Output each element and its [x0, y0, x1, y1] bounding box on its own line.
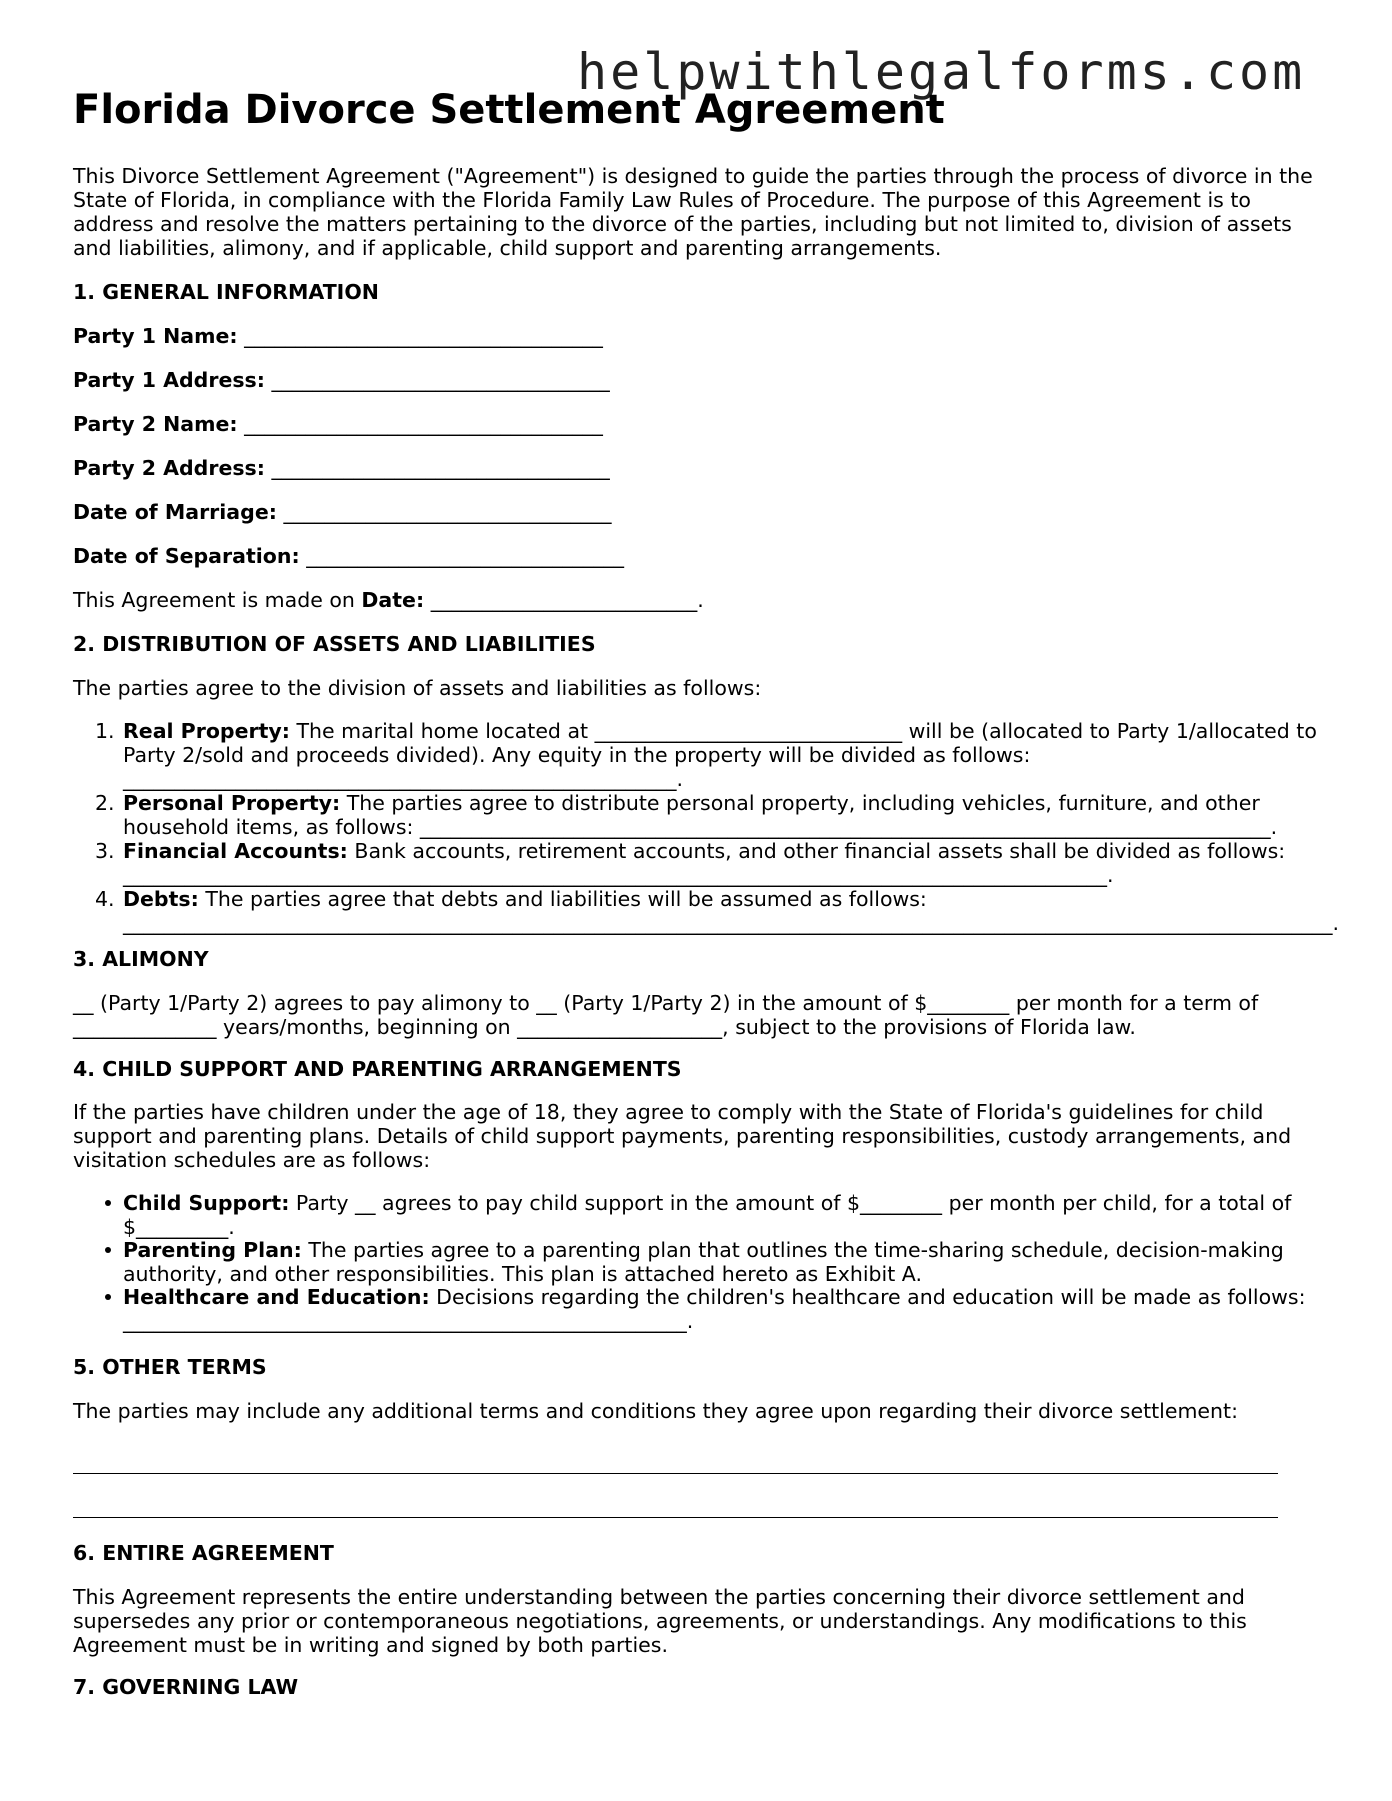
- field-label: Date of Separation:: [73, 544, 300, 568]
- field-label: Party 2 Address:: [73, 456, 265, 480]
- list-item-text[interactable]: The parties agree to distribute personal property, including vehicles, furniture, and other household items, as follows: ___________________________________________________________________________________.: [123, 791, 1278, 839]
- list-item-text[interactable]: The marital home located at ______________________________ will be (allocated to Party 1/allocated to Party 2/sold and proceeds divided). Any equity in the property will be divided as follows: ______________________________________________________.: [123, 719, 1317, 791]
- agreement-date-prefix: This Agreement is made on: [73, 588, 362, 612]
- field-blank[interactable]: _______________________________: [306, 544, 624, 568]
- other-terms-line-2[interactable]: [73, 1517, 1278, 1518]
- list-item-number: 4.: [95, 887, 115, 911]
- field-blank[interactable]: ________________________________: [283, 500, 612, 524]
- alimony-paragraph[interactable]: __ (Party 1/Party 2) agrees to pay alimony to __ (Party 1/Party 2) in the amount of $________ per month for a term of ______________ years/months, beginning on ____________________, subject to the provisions of Florida law.: [73, 991, 1259, 1039]
- section-4-heading: 4. CHILD SUPPORT AND PARENTING ARRANGEMENTS: [73, 1057, 682, 1081]
- field-date-of-marriage[interactable]: [73, 500, 611, 524]
- list-item: [73, 1285, 1343, 1333]
- section-6-heading: 6. ENTIRE AGREEMENT: [73, 1541, 334, 1565]
- list-item-label: Parenting Plan:: [123, 1238, 302, 1262]
- bullet-icon: [105, 1200, 111, 1206]
- watermark: helpwithlegalforms.com: [577, 43, 1306, 101]
- intro-paragraph: This Divorce Settlement Agreement ("Agreement") is designed to guide the parties through the process of divorce in the State of Florida, in compliance with the Florida Family Law Rules of Procedure. The purpose of this Agreement is to address and resolve the matters pertaining to the divorce of the parties, including but not limited to, division of assets and liabilities, alimony, and if applicable, child support and parenting arrangements.: [73, 164, 1313, 260]
- section-1-heading: 1. GENERAL INFORMATION: [73, 280, 379, 304]
- list-item-number: 2.: [95, 791, 115, 815]
- entire-agreement-paragraph: This Agreement represents the entire understanding between the parties concerning their divorce settlement and supersedes any prior or contemporaneous negotiations, agreements, or understandings. Any modifications to this Agreement must be in writing and signed by both parties.: [73, 1585, 1247, 1657]
- section-5-heading: 5. OTHER TERMS: [73, 1355, 267, 1379]
- field-label: Date of Marriage:: [73, 500, 277, 524]
- field-blank[interactable]: ___________________________________: [244, 412, 603, 436]
- field-party-1-address[interactable]: [73, 368, 610, 392]
- list-item-label: Healthcare and Education:: [123, 1285, 430, 1309]
- list-item-label: Child Support:: [123, 1191, 290, 1215]
- assets-list: [73, 719, 1343, 935]
- field-party-1-name[interactable]: [73, 324, 603, 348]
- parenting-list: [73, 1191, 1343, 1333]
- section-2-heading: 2. DISTRIBUTION OF ASSETS AND LIABILITIES: [73, 632, 596, 656]
- section-4-lead: If the parties have children under the age of 18, they agree to comply with the State of Florida's guidelines for child support and parenting plans. Details of child support payments, parenting responsibilities, custody arrangements, and visitation schedules are as follows:: [73, 1100, 1292, 1172]
- list-item-label: Real Property:: [123, 719, 290, 743]
- list-item-label: Debts:: [123, 887, 199, 911]
- list-item-label: Personal Property:: [123, 791, 341, 815]
- field-label: Party 2 Name:: [73, 412, 238, 436]
- field-date-of-separation[interactable]: [73, 544, 624, 568]
- list-item: [73, 1238, 1343, 1285]
- list-item-number: 3.: [95, 839, 115, 863]
- section-7-heading: 7. GOVERNING LAW: [73, 1675, 299, 1699]
- list-item-text[interactable]: Party __ agrees to pay child support in the amount of $________ per month per child, for a total of $_________.: [123, 1191, 1292, 1239]
- section-3-heading: 3. ALIMONY: [73, 947, 209, 971]
- list-item-text[interactable]: The parties agree that debts and liabilities will be assumed as follows: ______________________________________________________________________________________________________________________.: [123, 887, 1340, 935]
- list-item: [73, 887, 1343, 935]
- list-item: [73, 1191, 1343, 1238]
- field-label: Party 1 Address:: [73, 368, 265, 392]
- field-blank[interactable]: _________________________________: [271, 368, 610, 392]
- list-item-text: The parties agree to a parenting plan that outlines the time-sharing schedule, decision-making authority, and other responsibilities. This plan is attached hereto as Exhibit A.: [123, 1238, 1284, 1286]
- list-item-label: Financial Accounts:: [123, 839, 348, 863]
- list-item-number: 1.: [95, 719, 115, 743]
- other-terms-line-1[interactable]: [73, 1473, 1278, 1474]
- list-item: [73, 719, 1343, 791]
- document-title: Florida Divorce Settlement Agreement: [73, 87, 945, 133]
- section-2-lead: The parties agree to the division of assets and liabilities as follows:: [73, 676, 762, 700]
- list-item-text[interactable]: Decisions regarding the children's healthcare and education will be made as follows: _______________________________________________________.: [123, 1285, 1306, 1333]
- list-item: [73, 839, 1343, 887]
- field-party-2-name[interactable]: [73, 412, 603, 436]
- bullet-icon: [105, 1247, 111, 1253]
- section-5-lead: The parties may include any additional terms and conditions they agree upon regarding their divorce settlement:: [73, 1399, 1238, 1423]
- field-label: Party 1 Name:: [73, 324, 238, 348]
- list-item-text[interactable]: Bank accounts, retirement accounts, and other financial assets shall be divided as follows: ________________________________________________________________________________________________.: [123, 839, 1286, 887]
- bullet-icon: [105, 1294, 111, 1300]
- field-party-2-address[interactable]: [73, 456, 610, 480]
- field-blank[interactable]: ___________________________________: [244, 324, 603, 348]
- agreement-date-line[interactable]: [73, 588, 704, 612]
- field-blank[interactable]: _________________________________: [271, 456, 610, 480]
- list-item: [73, 791, 1343, 839]
- agreement-date-label: Date:: [361, 588, 425, 612]
- agreement-date-blank[interactable]: __________________________.: [424, 588, 704, 612]
